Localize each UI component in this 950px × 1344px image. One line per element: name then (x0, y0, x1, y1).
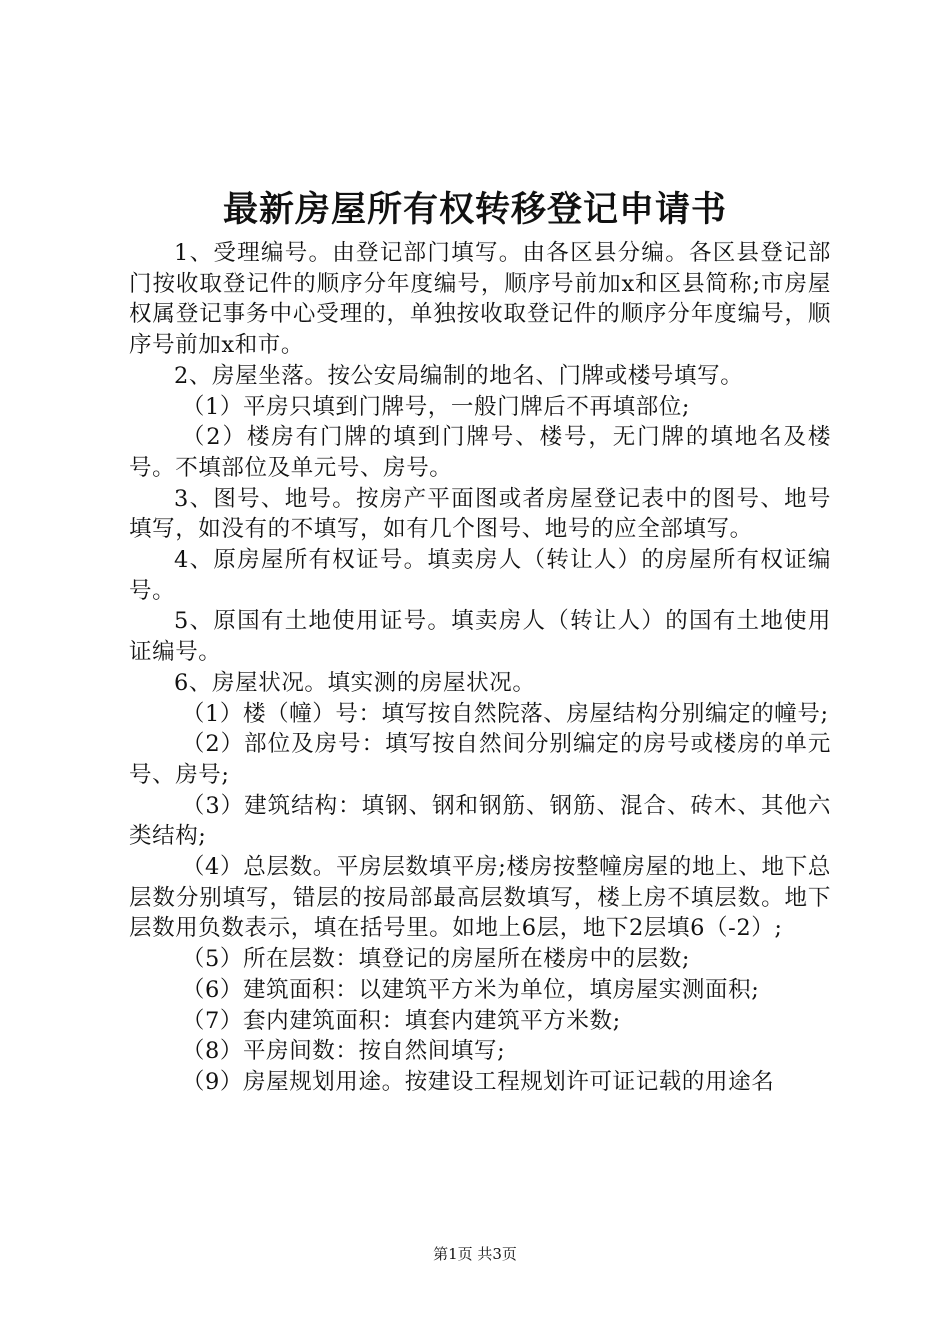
paragraph-13: （5）所在层数：填登记的房屋所在楼房中的层数; (181, 946, 691, 973)
paragraph-3: （1）平房只填到门牌号，一般门牌后不再填部位; (181, 393, 691, 420)
document-title: 最新房屋所有权转移登记申请书 (222, 189, 727, 230)
paragraph-12: （4）总层数。平房层数填平房;楼房按整幢房屋的地上、地下总层数分别填写，错层的按局部最高层数填写，楼上房不填层数。地下层数用负数表示，填在括号里。如地上6层，地下2层填6（-2）; (129, 854, 831, 942)
paragraph-5: 3、图号、地号。按房产平面图或者房屋登记表中的图号、地号填写，如没有的不填写，如有几个图号、地号的应全部填写。 (129, 485, 831, 543)
page-footer: 第1页 共3页 (433, 1245, 517, 1263)
paragraph-8: 6、房屋状况。填实测的房屋状况。 (174, 669, 536, 696)
paragraph-11: （3）建筑结构：填钢、钢和钢筋、钢筋、混合、砖木、其他六类结构; (129, 792, 831, 850)
paragraph-2: 2、房屋坐落。按公安局编制的地名、门牌或楼号填写。 (174, 362, 744, 389)
paragraph-10: （2）部位及房号：填写按自然间分别编定的房号或楼房的单元号、房号; (129, 731, 831, 788)
paragraph-4: （2）楼房有门牌的填到门牌号、楼号，无门牌的填地名及楼号。不填部位及单元号、房号。 (129, 424, 831, 481)
paragraph-7: 5、原国有土地使用证号。填卖房人（转让人）的国有土地使用证编号。 (129, 608, 831, 666)
paragraph-6: 4、原房屋所有权证号。填卖房人（转让人）的房屋所有权证编号。 (129, 547, 831, 604)
paragraph-17: （9）房屋规划用途。按建设工程规划许可证记载的用途名 (181, 1068, 775, 1095)
paragraph-14: （6）建筑面积：以建筑平方米为单位，填房屋实测面积; (181, 976, 760, 1003)
paragraph-9: （1）楼（幢）号：填写按自然院落、房屋结构分别编定的幢号; (181, 700, 829, 727)
document-body (129, 238, 831, 1098)
paragraph-1: 1、受理编号。由登记部门填写。由各区县分编。各区县登记部门按收取登记件的顺序分年度编号，顺序号前加x和区县简称;市房屋权属登记事务中心受理的，单独按收取登记件的顺序分年度编号，顺序号前加x和市。 (129, 240, 831, 359)
paragraph-15: （7）套内建筑面积：填套内建筑平方米数; (181, 1007, 621, 1034)
paragraph-16: （8）平房间数：按自然间填写; (181, 1038, 506, 1065)
